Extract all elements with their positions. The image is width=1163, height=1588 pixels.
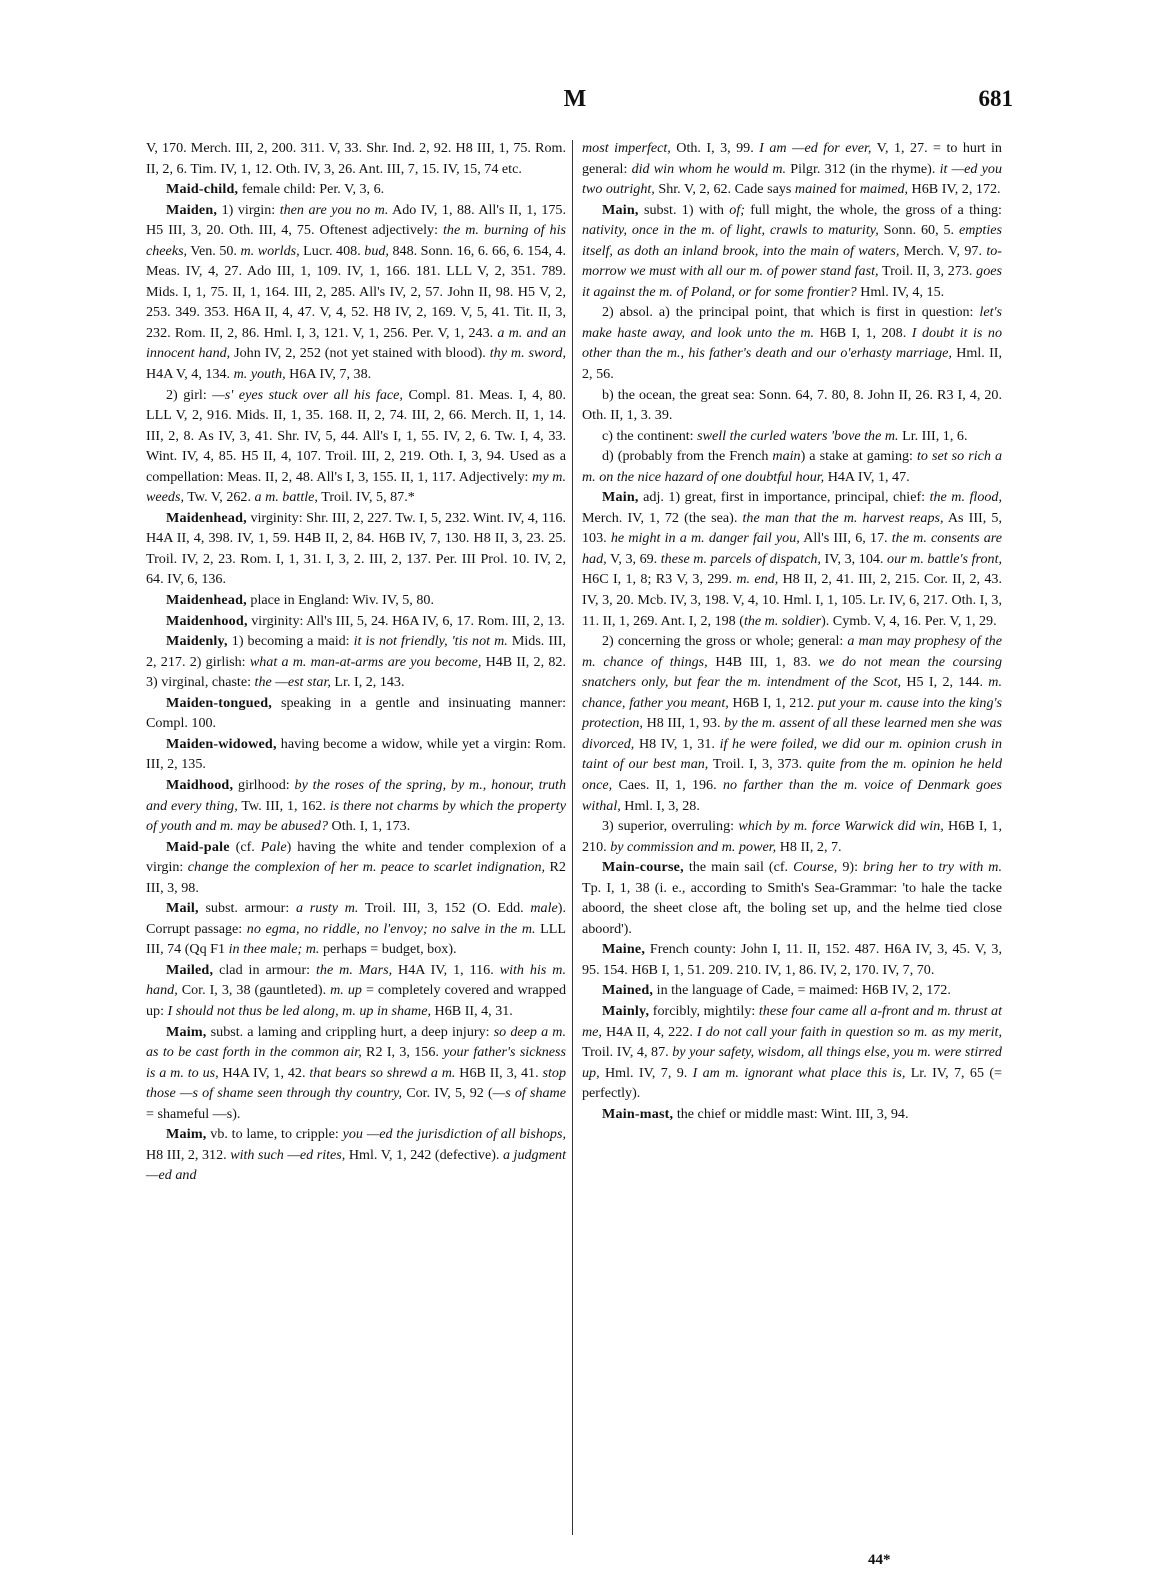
quotation-text: a judgment —ed and (146, 1146, 566, 1184)
entry-headword: Maine, (602, 941, 646, 958)
definition-text: As III, 5, 103. (582, 509, 1002, 547)
quotation-text: swell the curled waters 'bove the m. (697, 427, 899, 444)
definition-text: Mids. III, 2, 217. 2) girlish: (146, 633, 566, 670)
definition-text: H6B IV, 2, 172. (908, 181, 1001, 198)
dictionary-entry (582, 426, 1002, 447)
entry-headword: Maim, (166, 1126, 207, 1143)
quotation-text: mained (794, 181, 837, 198)
definition-text: clad in armour: (213, 961, 317, 978)
entry-headword: Mailed, (166, 961, 214, 978)
definition-text: H6B I, 1, 208. (814, 324, 912, 341)
definition-text: H4A IV, 1, 42. (218, 1064, 310, 1081)
definition-text: Tp. I, 1, 38 (i. e., according to Smith's Sea-Grammar: 'to hale the tacke aboord, the sheet close aft, the boling set up, and the helme tied close aboord'). (582, 879, 1002, 937)
definition-text: H6B II, 4, 31. (431, 1002, 513, 1019)
quotation-text: to-morrow we must with all our m. of power stand fast, (582, 242, 1002, 280)
quotation-text: I am m. ignorant what place this is, (692, 1064, 906, 1081)
definition-text: for (836, 181, 860, 198)
definition-text: having become a widow, while yet a virgin: Rom. III, 2, 135. (146, 735, 566, 773)
quotation-text: bud, (364, 242, 389, 259)
quotation-text: m. worlds, (240, 242, 300, 259)
dictionary-entry (582, 200, 1002, 303)
definition-text: H8 III, 1, 93. (642, 715, 725, 732)
definition-text: the main sail (cf. (683, 859, 794, 876)
quotation-text: your father's sickness is a m. to us, (146, 1044, 567, 1081)
definition-text: speaking in a gentle and insinuating manner: Compl. 100. (146, 694, 566, 732)
quotation-text: m. up (330, 982, 362, 999)
quotation-text: the m. burning of his cheeks, (146, 222, 566, 259)
dictionary-entry (146, 179, 566, 200)
quotation-text: these m. parcels of dispatch, (660, 550, 821, 567)
quotation-text: in thee male; m. (228, 941, 320, 958)
quotation-text: I am —ed for ever, (759, 140, 872, 156)
definition-text: French county: John I, 11. II, 152. 487. H6A IV, 3, 45. V, 3, 95. 154. H6B I, 1, 51. 209. 210. IV, 1, 86. IV, 2, 170. IV, 7, 70. (582, 941, 1002, 978)
quotation-text: —s of shame (492, 1085, 566, 1102)
quotation-text: let's make haste away, and look unto the m. (582, 304, 1002, 341)
definition-text: Tw. III, 1, 162. (237, 797, 330, 814)
definition-text: V, 1, 27. = to hurt in general: (582, 140, 1002, 177)
quotation-text: which by m. force Warwick did win, (738, 818, 944, 835)
quotation-text: our m. battle's front, (887, 550, 1003, 567)
definition-text: H4B III, 1, 83. (707, 653, 819, 670)
dictionary-entry (146, 611, 566, 632)
definition-text: R2 III, 3, 98. (146, 859, 566, 896)
quotation-text: quite from the m. opinion he held once, (582, 756, 1002, 793)
quotation-text: if he were foiled, we did our m. opinion crush in taint of our best man, (582, 735, 1002, 773)
entry-headword: Mail, (166, 900, 199, 917)
definition-text: Compl. 81. Meas. I, 4, 80. LLL V, 2, 916. Mids. II, 1, 35. 168. II, 2, 74. III, 2, 66. Merch. II, 1, 14. III, 2, 8. As IV, 3, 41. Shr. IV, 5, 44. All's I, 1, 55. IV, 2, 6. Tw. I, 4, 33. Wint. IV, 4, 85. H5 II, 4, 107. Troil. III, 2, 219. Oth. I, 3, 94. Used as a compellation: Meas. II, 2, 48. All's I, 3, 155. II, 1, 117. Adjectively: (146, 386, 567, 485)
definition-text: H5 I, 2, 144. (901, 674, 989, 691)
definition-text: Hml. II, 2, 56. (582, 345, 1002, 383)
quotation-text: by commission and m. power, (610, 838, 777, 855)
dictionary-entry (146, 734, 566, 775)
definition-text: Hml. I, 3, 28. (620, 797, 700, 814)
dictionary-entry (146, 837, 566, 899)
definition-text: H4A IV, 1, 116. (392, 961, 500, 978)
definition-text: = shameful —s). (146, 1105, 241, 1122)
definition-text: virginity: Shr. III, 2, 227. Tw. I, 5, 232. Wint. IV, 4, 116. H4A II, 4, 398. IV, 1, 59. H4B II, 2, 84. H6B IV, 7, 130. H8 II, 3, 23. 25. Troil. IV, 2, 23. Rom. I, 1, 31. I, 3, 2. III, 2, 137. Per. III Prol. 10. IV, 2, 64. IV, 6, 136. (146, 509, 566, 588)
dictionary-entry (582, 385, 1002, 426)
quotation-text: with his m. hand, (146, 961, 567, 999)
definition-text: H6B I, 1, 212. (728, 694, 818, 711)
definition-text: H8 II, 2, 7. (776, 838, 842, 855)
entry-headword: Maidenhood, (166, 612, 248, 629)
definition-text: V, 170. Merch. III, 2, 200. 311. V, 33. Shr. Ind. 2, 92. H8 III, 1, 75. Rom. II, 2, 6. Tim. IV, 1, 12. Oth. IV, 3, 26. Ant. III, 7, 15. IV, 15, 74 etc. (146, 140, 566, 177)
entry-headword: Main, (602, 489, 639, 506)
quotation-text: we do not mean the coursing snatchers only, but fear the m. intendment of the Scot, (582, 653, 1002, 691)
quotation-text: it —ed you two outright, (582, 160, 1002, 198)
quotation-text: the m. flood, (929, 489, 1002, 506)
definition-text: R2 I, 3, 156. (361, 1044, 444, 1061)
definition-text: Troil. II, 3, 273. (878, 263, 977, 280)
quotation-text: the —est star, (254, 674, 331, 691)
definition-text: Ven. 50. (187, 242, 241, 259)
dictionary-entry (146, 138, 566, 179)
definition-text: the chief or middle mast: Wint. III, 3, 94. (673, 1105, 909, 1122)
dictionary-entry (582, 857, 1002, 939)
quotation-text: he might in a m. danger fail you, (610, 530, 800, 547)
entry-headword: Main, (602, 201, 639, 218)
definition-text: adj. 1) great, first in importance, principal, chief: (638, 489, 930, 506)
definition-text: Sonn. 60, 5. (878, 222, 959, 239)
quotation-text: m. chance, father you meant, (582, 674, 1002, 711)
dictionary-entry (582, 1001, 1002, 1104)
quotation-text: so deep a m. as to be cast forth in the common air, (146, 1023, 566, 1061)
definition-text: H6B I, 1, 210. (582, 818, 1002, 855)
definition-text: H6A IV, 7, 38. (285, 366, 372, 383)
definition-text: subst. 1) with (638, 201, 730, 218)
dictionary-entry (146, 508, 566, 590)
definition-text: 9): (837, 859, 863, 876)
definition-text: H4B II, 2, 82. 3) virginal, chaste: (146, 653, 566, 691)
quotation-text: change the complexion of her m. peace to scarlet indignation, (187, 859, 546, 876)
definition-text: John IV, 2, 252 (not yet stained with blood). (230, 345, 490, 362)
definition-text: Caes. II, 1, 196. (612, 776, 723, 793)
definition-text: Pilgr. 312 (in the rhyme). (786, 160, 940, 177)
quotation-text: m. end, (736, 571, 779, 588)
quotation-text: most imperfect, (582, 140, 671, 156)
definition-text: H4A II, 4, 222. (601, 1023, 697, 1040)
quotation-text: —s' eyes stuck over all his face, (212, 386, 403, 403)
definition-text: Troil. IV, 4, 87. (582, 1044, 673, 1061)
entry-headword: Maidenly, (166, 633, 228, 650)
dictionary-entry (146, 200, 566, 385)
definition-text: 848. Sonn. 16, 6. 66, 6. 154, 4. Meas. IV, 4, 27. Ado III, 1, 109. IV, 1, 166. 181. LLL V, 2, 351. 789. Mids. I, 1, 75. II, 1, 164. III, 2, 285. All's IV, 2, 57. John II, 98. H5 V, 2, 253. 349. 353. H6A II, 4, 47. V, 4, 52. H8 IV, 2, 169. V, 5, 41. Tit. II, 3, 232. Rom. II, 2, 86. Hml. I, 3, 121. V, 1, 256. Per. V, 1, 243. (146, 242, 566, 341)
quotation-text: with such —ed rites, (230, 1146, 346, 1163)
dictionary-entry (146, 590, 566, 611)
definition-text: H4A V, 4, 134. (146, 366, 234, 383)
quotation-text: the man that the m. harvest reaps, (742, 509, 944, 526)
definition-text: H8 IV, 1, 31. (634, 735, 720, 752)
running-head (0, 86, 1163, 116)
dictionary-entry (582, 631, 1002, 816)
quotation-text: the m. Mars, (316, 961, 393, 978)
definition-text: All's III, 6, 17. (799, 530, 892, 547)
entry-headword: Maid-pale (166, 838, 230, 855)
dictionary-entry (582, 302, 1002, 384)
definition-text: full might, the whole, the gross of a thing: (744, 201, 1002, 218)
dictionary-entry (146, 1124, 566, 1186)
definition-text: H8 III, 2, 312. (146, 1146, 231, 1163)
entry-headword: Maidhood, (166, 776, 234, 793)
quotation-text: maimed, (859, 181, 909, 198)
definition-text: Merch. V, 97. (899, 242, 987, 259)
entry-headword: Mained, (602, 982, 654, 999)
quotation-text: I doubt it is no other than the m., his father's death and our o'erhasty marriage, (582, 324, 1002, 362)
quotation-text: to set so rich a m. on the nice hazard of one doubtful hour, (582, 448, 1002, 485)
entry-headword: Maiden-widowed, (166, 735, 277, 752)
definition-text: d) (probably from the French (602, 448, 773, 465)
dictionary-entry (582, 939, 1002, 980)
printer-signature: 44* (868, 1552, 891, 1568)
definition-text: = completely covered and wrapped up: (146, 982, 566, 1019)
definition-text: (cf. (229, 838, 261, 855)
definition-text: H8 II, 2, 41. III, 2, 215. Cor. II, 2, 43. IV, 3, 20. Mcb. IV, 3, 198. V, 4, 10. Hml. I, 1, 105. Lr. IV, 6, 217. Oth. I, 3, 11. II, 1, 269. Ant. I, 2, 198 ( (582, 571, 1002, 629)
quotation-text: Course, (793, 859, 838, 876)
quotation-text: thy m. sword, (489, 345, 566, 362)
definition-text: Cor. IV, 5, 92 ( (402, 1085, 493, 1102)
definition-text: Hml. IV, 4, 15. (856, 283, 945, 300)
definition-text: b) the ocean, the great sea: Sonn. 64, 7. 80, 8. John II, 26. R3 I, 4, 20. Oth. II, 1, 3. 39. (582, 386, 1002, 424)
definition-text: c) the continent: (602, 427, 698, 444)
definition-text: ) having the white and tender complexion of a virgin: (146, 838, 566, 876)
definition-text: Ado IV, 1, 88. All's II, 1, 175. H5 III, 3, 20. Oth. III, 4, 75. Oftenest adjectively: (146, 201, 566, 239)
quotation-text: nativity, once in the m. of light, crawls to maturity, (582, 222, 879, 239)
quotation-text: of; (729, 201, 745, 218)
quotation-text: these four came all a-front and m. thrust at me, (582, 1002, 1002, 1040)
dictionary-entry (582, 446, 1002, 487)
left-column (146, 138, 566, 1186)
quotation-text: what a m. man-at-arms are you become, (249, 653, 482, 670)
definition-text: Lr. III, 1, 6. (898, 427, 968, 444)
definition-text: female child: Per. V, 3, 6. (238, 181, 385, 198)
quotation-text: a m. and an innocent hand, (146, 324, 566, 362)
definition-text: V, 3, 69. (606, 550, 661, 567)
quotation-text: that bears so shrewd a m. (309, 1064, 456, 1081)
section-letter: M (563, 86, 587, 112)
definition-text: Cor. I, 3, 38 (gauntleted). (177, 982, 331, 999)
definition-text: Troil. III, 3, 152 (O. Edd. (358, 900, 531, 917)
definition-text: Merch. IV, 1, 72 (the sea). (582, 509, 743, 526)
definition-text: Oth. I, 1, 173. (328, 818, 411, 835)
dictionary-entry (146, 693, 566, 734)
entry-headword: Main-course, (602, 859, 684, 876)
definition-text: forcibly, mightily: (649, 1002, 759, 1019)
quotation-text: it is not friendly, 'tis not m. (353, 633, 508, 650)
dictionary-entry (146, 631, 566, 693)
quotation-text: put your m. cause into the king's protection, (582, 694, 1003, 732)
quotation-text: my m. weeds, (146, 468, 566, 506)
definition-text: perhaps = budget, box). (319, 941, 457, 958)
definition-text: girlhood: (233, 776, 295, 793)
entry-headword: Maiden, (166, 201, 218, 218)
definition-text: virginity: All's III, 5, 24. H6A IV, 6, 17. Rom. III, 2, 13. (247, 612, 565, 629)
dictionary-entry (582, 487, 1002, 631)
entry-headword: Maidenhead, (166, 509, 247, 526)
entry-headword: Maim, (166, 1023, 207, 1040)
definition-text: LLL III, 74 (Qq F1 (146, 920, 566, 958)
quotation-text: m. youth, (233, 366, 286, 383)
dictionary-entry (146, 898, 566, 960)
quotation-text: empties itself, as doth an inland brook, into the main of waters, (582, 222, 1002, 259)
quotation-text: the m. consents are had, (582, 530, 1003, 567)
quotation-text: a man may prophesy of the m. chance of things, (582, 633, 1002, 670)
quotation-text: male (530, 900, 558, 917)
definition-text: 2) girl: (166, 386, 213, 403)
quotation-text: I should not thus be led along, m. up in shame, (167, 1002, 432, 1019)
definition-text: ) a stake at gaming: (800, 448, 917, 465)
definition-text: 1) virgin: (217, 201, 280, 218)
definition-text: H6B II, 3, 41. (455, 1064, 543, 1081)
definition-text: 2) absol. a) the principal point, that which is first in question: (602, 304, 980, 321)
entry-headword: Maiden-tongued, (166, 694, 272, 711)
dictionary-entry (146, 1022, 566, 1125)
entry-headword: Maid-child, (166, 181, 239, 198)
page-number: 681 (978, 86, 1013, 111)
definition-text: Lr. IV, 7, 65 (= perfectly). (582, 1064, 1002, 1102)
quotation-text: a rusty m. (296, 900, 359, 917)
quotation-text: goes it against the m. of Poland, or for some frontier? (582, 263, 1003, 300)
definition-text: Troil. I, 3, 373. (708, 756, 808, 773)
quotation-text: did win whom he would m. (631, 160, 787, 177)
definition-text: subst. a laming and crippling hurt, a deep injury: (206, 1023, 494, 1040)
entry-headword: Mainly, (602, 1002, 650, 1019)
quotation-text: is there not charms by which the property of youth and m. may be abused? (146, 797, 566, 835)
dictionary-entry (146, 775, 566, 837)
definition-text: Shr. V, 2, 62. Cade says (654, 181, 795, 198)
quotation-text: the m. soldier (743, 612, 822, 629)
definition-text: in the language of Cade, = maimed: H6B IV, 2, 172. (653, 982, 951, 999)
definition-text: Hml. IV, 7, 9. (599, 1064, 693, 1081)
definition-text: ). Corrupt passage: (146, 900, 566, 937)
quotation-text: by your safety, wisdom, all things else, you m. were stirred up, (582, 1044, 1002, 1081)
dictionary-entry (146, 385, 566, 508)
quotation-text: by the roses of the spring, by m., honour, truth and every thing, (146, 776, 567, 814)
dictionary-entry (582, 980, 1002, 1001)
quotation-text: a m. battle, (254, 489, 318, 506)
definition-text: Tw. V, 262. (183, 489, 255, 506)
quotation-text: main (772, 448, 801, 465)
quotation-text: you —ed the jurisdiction of all bishops, (342, 1126, 566, 1143)
quotation-text: no farther than the m. voice of Denmark goes withal, (582, 776, 1002, 814)
definition-text: 3) superior, overruling: (602, 818, 739, 835)
quotation-text: Pale (260, 838, 287, 855)
definition-text: IV, 3, 104. (820, 550, 888, 567)
definition-text: subst. armour: (198, 900, 297, 917)
definition-text: Hml. V, 1, 242 (defective). (345, 1146, 503, 1163)
definition-text: H6C I, 1, 8; R3 V, 3, 299. (582, 571, 737, 588)
entry-headword: Main-mast, (602, 1105, 674, 1122)
column-divider (572, 140, 573, 1535)
definition-text: Troil. IV, 5, 87.* (317, 489, 415, 506)
quotation-text: by the m. assent of all these learned men she was divorced, (582, 715, 1002, 752)
definition-text: 1) becoming a maid: (227, 633, 354, 650)
definition-text: Lr. I, 2, 143. (330, 674, 405, 691)
dictionary-entry (582, 1104, 1002, 1125)
definition-text: ). Cymb. V, 4, 16. Per. V, 1, 29. (821, 612, 997, 629)
definition-text: 2) concerning the gross or whole; general: (602, 633, 848, 650)
definition-text: vb. to lame, to cripple: (206, 1126, 343, 1143)
quotation-text: then are you no m. (279, 201, 389, 218)
quotation-text: bring her to try with m. (863, 859, 1002, 876)
dictionary-entry (146, 960, 566, 1022)
definition-text: Oth. I, 3, 99. (670, 140, 760, 156)
definition-text: H4A IV, 1, 47. (824, 468, 910, 485)
quotation-text: stop those —s of shame seen through thy country, (146, 1064, 566, 1102)
definition-text: Lucr. 408. (299, 242, 365, 259)
quotation-text: I do not call your faith in question so m. as my merit, (696, 1023, 1002, 1040)
definition-text: place in England: Wiv. IV, 5, 80. (246, 592, 434, 609)
quotation-text: no egma, no riddle, no l'envoy; no salve in the m. (246, 920, 536, 937)
right-column (582, 138, 1002, 1124)
dictionary-entry (582, 138, 1002, 200)
dictionary-entry (582, 816, 1002, 857)
entry-headword: Maidenhead, (166, 592, 247, 609)
